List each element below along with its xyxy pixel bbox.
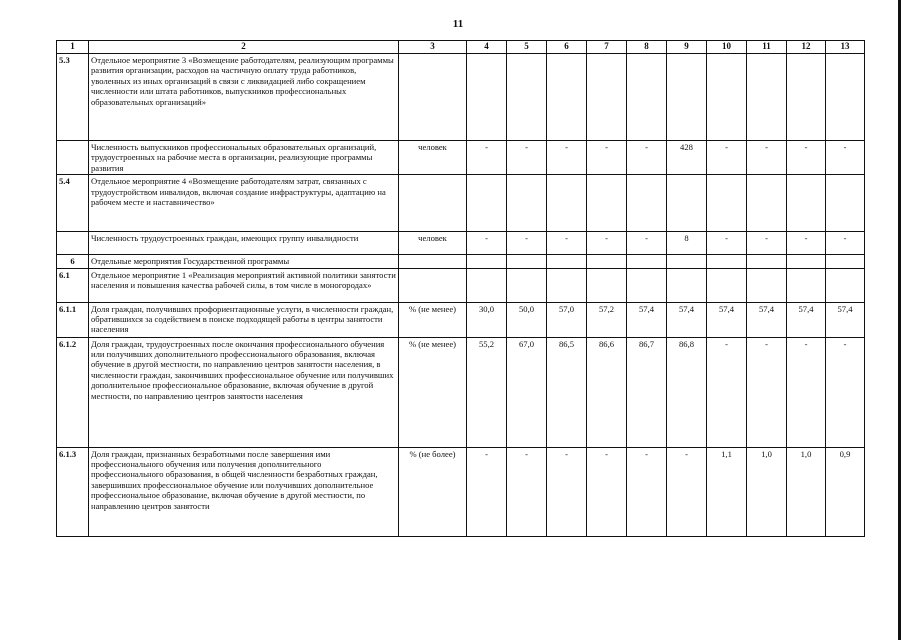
value-cell xyxy=(587,255,627,268)
header-cell: 12 xyxy=(787,41,826,54)
value-cell xyxy=(787,268,826,302)
header-cell: 10 xyxy=(707,41,747,54)
value-cell: 86,8 xyxy=(667,337,707,447)
value-cell xyxy=(467,54,507,141)
value-cell: 428 xyxy=(667,141,707,175)
table-row xyxy=(57,255,865,268)
row-number xyxy=(57,141,89,175)
value-cell: - xyxy=(747,337,787,447)
header-cell: 5 xyxy=(507,41,547,54)
value-cell: - xyxy=(547,141,587,175)
table-row xyxy=(57,54,865,141)
value-cell xyxy=(627,175,667,232)
value-cell xyxy=(747,268,787,302)
value-cell: 30,0 xyxy=(467,302,507,337)
value-cell: 55,2 xyxy=(467,337,507,447)
value-cell: 1,1 xyxy=(707,447,747,536)
value-cell xyxy=(787,255,826,268)
value-cell: - xyxy=(707,232,747,255)
row-number xyxy=(57,232,89,255)
indicators-table xyxy=(56,40,865,537)
value-cell: - xyxy=(707,337,747,447)
table-row xyxy=(57,447,865,536)
value-cell: - xyxy=(826,337,865,447)
header-row xyxy=(57,41,865,54)
value-cell xyxy=(507,175,547,232)
value-cell xyxy=(747,255,787,268)
value-cell: - xyxy=(667,447,707,536)
table-row xyxy=(57,337,865,447)
value-cell: 0,9 xyxy=(826,447,865,536)
row-unit xyxy=(399,255,467,268)
row-unit: % (не более) xyxy=(399,447,467,536)
value-cell: - xyxy=(587,447,627,536)
row-unit xyxy=(399,268,467,302)
header-cell: 1 xyxy=(57,41,89,54)
header-cell: 6 xyxy=(547,41,587,54)
value-cell: - xyxy=(627,447,667,536)
row-unit: % (не менее) xyxy=(399,337,467,447)
value-cell: - xyxy=(547,447,587,536)
value-cell: - xyxy=(587,141,627,175)
value-cell: - xyxy=(467,141,507,175)
value-cell: 57,4 xyxy=(667,302,707,337)
value-cell xyxy=(547,175,587,232)
header-cell: 8 xyxy=(627,41,667,54)
value-cell xyxy=(667,54,707,141)
value-cell: - xyxy=(467,447,507,536)
value-cell: - xyxy=(627,232,667,255)
value-cell xyxy=(587,268,627,302)
value-cell xyxy=(507,268,547,302)
value-cell xyxy=(747,54,787,141)
header-cell: 9 xyxy=(667,41,707,54)
value-cell xyxy=(707,175,747,232)
row-unit xyxy=(399,54,467,141)
value-cell xyxy=(787,54,826,141)
value-cell: 57,0 xyxy=(547,302,587,337)
header-cell: 11 xyxy=(747,41,787,54)
value-cell: - xyxy=(787,232,826,255)
value-cell xyxy=(826,54,865,141)
value-cell: - xyxy=(587,232,627,255)
row-description: Отдельные мероприятия Государственной программы xyxy=(89,255,399,268)
value-cell: 57,4 xyxy=(627,302,667,337)
value-cell xyxy=(467,175,507,232)
row-unit: человек xyxy=(399,141,467,175)
value-cell: - xyxy=(787,141,826,175)
value-cell: 86,7 xyxy=(627,337,667,447)
value-cell xyxy=(826,255,865,268)
row-number: 6 xyxy=(57,255,89,268)
value-cell xyxy=(627,54,667,141)
value-cell xyxy=(587,175,627,232)
value-cell: 57,4 xyxy=(826,302,865,337)
value-cell xyxy=(507,255,547,268)
value-cell xyxy=(667,268,707,302)
row-description: Отдельное мероприятие 4 «Возмещение работодателям затрат, связанных с трудоустройством инвалидов, включая создание инфраструктуры, адаптацию на рабочем месте и наставничество» xyxy=(89,175,399,232)
row-unit xyxy=(399,175,467,232)
value-cell: - xyxy=(547,232,587,255)
value-cell xyxy=(667,255,707,268)
row-description: Доля граждан, получивших профориентационные услуги, в численности граждан, обратившихся за содействием в поиске подходящей работы в центры занятости населения xyxy=(89,302,399,337)
value-cell: - xyxy=(467,232,507,255)
value-cell: - xyxy=(507,232,547,255)
value-cell: 67,0 xyxy=(507,337,547,447)
header-cell: 3 xyxy=(399,41,467,54)
value-cell: 57,4 xyxy=(747,302,787,337)
value-cell xyxy=(547,255,587,268)
value-cell: - xyxy=(707,141,747,175)
value-cell xyxy=(627,255,667,268)
row-number: 6.1.2 xyxy=(57,337,89,447)
value-cell xyxy=(747,175,787,232)
value-cell xyxy=(467,268,507,302)
value-cell xyxy=(547,268,587,302)
page-number: 11 xyxy=(452,18,464,30)
value-cell: 1,0 xyxy=(747,447,787,536)
value-cell: - xyxy=(826,232,865,255)
value-cell: - xyxy=(787,337,826,447)
value-cell: 57,2 xyxy=(587,302,627,337)
value-cell xyxy=(707,255,747,268)
value-cell: 57,4 xyxy=(707,302,747,337)
table-row xyxy=(57,175,865,232)
table-row xyxy=(57,268,865,302)
header-cell: 4 xyxy=(467,41,507,54)
value-cell xyxy=(467,255,507,268)
row-description: Численность выпускников профессиональных образовательных организаций, трудоустроенных на рабочие места в организации, реализующие программы развития xyxy=(89,141,399,175)
table-row xyxy=(57,232,865,255)
row-unit: человек xyxy=(399,232,467,255)
header-cell: 7 xyxy=(587,41,627,54)
value-cell xyxy=(826,175,865,232)
value-cell xyxy=(587,54,627,141)
value-cell: - xyxy=(747,141,787,175)
value-cell: 86,5 xyxy=(547,337,587,447)
row-number: 6.1.3 xyxy=(57,447,89,536)
value-cell xyxy=(826,268,865,302)
row-description: Отдельное мероприятие 3 «Возмещение работодателям, реализующим программы развития организации, расходов на частичную оплату труда работников, уволенных из иных организаций в связи с ликвидацией либо сокращением численности или штата работников, выпускников профессиональных образовательных организаций» xyxy=(89,54,399,141)
page-edge-border xyxy=(898,0,901,640)
value-cell: - xyxy=(627,141,667,175)
table-row xyxy=(57,302,865,337)
row-number: 5.3 xyxy=(57,54,89,141)
value-cell xyxy=(787,175,826,232)
table-row xyxy=(57,141,865,175)
value-cell: 1,0 xyxy=(787,447,826,536)
row-unit: % (не менее) xyxy=(399,302,467,337)
value-cell xyxy=(667,175,707,232)
row-description: Доля граждан, трудоустроенных после окончания профессионального обучения или получивших дополнительного профессионального образования, включая обучение в другой местности, по направлению центров занятости населения, в численности граждан, закончивших профессиональное обучение или получивших дополнительное профессиональное образование, включая обучение в другой местности, по направлению центров занятости населения xyxy=(89,337,399,447)
value-cell xyxy=(547,54,587,141)
value-cell: - xyxy=(507,141,547,175)
value-cell: - xyxy=(826,141,865,175)
value-cell: 57,4 xyxy=(787,302,826,337)
value-cell: - xyxy=(747,232,787,255)
header-cell: 2 xyxy=(89,41,399,54)
row-number: 5.4 xyxy=(57,175,89,232)
value-cell xyxy=(707,54,747,141)
row-description: Доля граждан, признанных безработными после завершения ими профессионального обучения или получения дополнительного профессионального образования, в общей численности безработных граждан, завершивших профессиональное обучение или получивших дополнительное профессиональное образование, включая обучение в другой местности, по направлению центров занятости xyxy=(89,447,399,536)
row-number: 6.1.1 xyxy=(57,302,89,337)
value-cell xyxy=(707,268,747,302)
value-cell: 86,6 xyxy=(587,337,627,447)
row-description: Численность трудоустроенных граждан, имеющих группу инвалидности xyxy=(89,232,399,255)
value-cell: 8 xyxy=(667,232,707,255)
value-cell: - xyxy=(507,447,547,536)
row-number: 6.1 xyxy=(57,268,89,302)
header-cell: 13 xyxy=(826,41,865,54)
value-cell: 50,0 xyxy=(507,302,547,337)
value-cell xyxy=(627,268,667,302)
row-description: Отдельное мероприятие 1 «Реализация мероприятий активной политики занятости населения и повышения качества рабочей силы, в том числе в моногородах» xyxy=(89,268,399,302)
value-cell xyxy=(507,54,547,141)
